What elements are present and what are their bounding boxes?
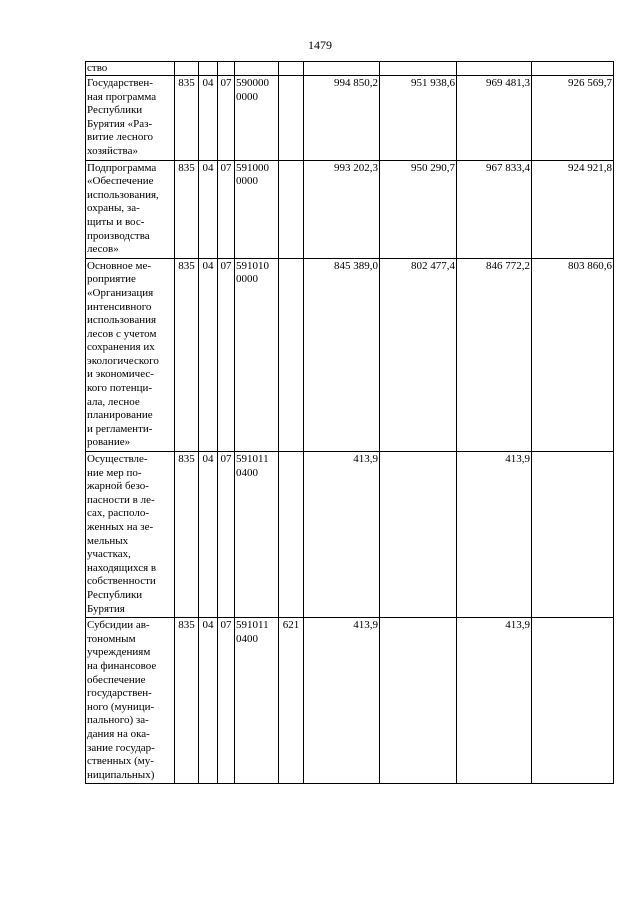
table-row — [86, 76, 614, 161]
subsection-code: 07 — [218, 618, 235, 784]
ministry-code: 835 — [175, 258, 199, 451]
amount-col-4 — [532, 618, 614, 784]
amount-col-3: 413,9 — [457, 452, 532, 618]
ministry-code: 835 — [175, 618, 199, 784]
amount-col-3: 967 833,4 — [457, 160, 532, 258]
amount-col-2 — [380, 452, 457, 618]
target-article-code: 591011 0400 — [235, 452, 279, 618]
row-name: Основное ме- роприятие «Организация интенсивного использования лесов с учетом сохранения их экологического и экономичес- кого потенци- ала, лесное планирование и регламенти- рование» — [86, 258, 175, 451]
section-code: 04 — [199, 160, 218, 258]
amount-col-1: 413,9 — [304, 452, 380, 618]
amount-col-2: 951 938,6 — [380, 76, 457, 161]
row-name: Государствен- ная программа Республики Бурятия «Раз- витие лесного хозяйства» — [86, 76, 175, 161]
row-name: Подпрограмма «Обеспечение использования, охраны, за- щиты и вос- производства лесов» — [86, 160, 175, 258]
table-row — [86, 258, 614, 451]
table-row — [86, 618, 614, 784]
amount-col-4: 803 860,6 — [532, 258, 614, 451]
target-article-code: 590000 0000 — [235, 76, 279, 161]
row-name: ство — [86, 62, 175, 76]
amount-col-1: 845 389,0 — [304, 258, 380, 451]
subsection-code: 07 — [218, 452, 235, 618]
amount-col-1: 993 202,3 — [304, 160, 380, 258]
amount-col-4: 924 921,8 — [532, 160, 614, 258]
continuation-row — [86, 62, 614, 76]
amount-col-1: 994 850,2 — [304, 76, 380, 161]
section-code: 04 — [199, 452, 218, 618]
expense-type-code — [279, 160, 304, 258]
amount-col-3: 413,9 — [457, 618, 532, 784]
budget-table — [85, 61, 614, 784]
subsection-code: 07 — [218, 258, 235, 451]
target-article-code: 591011 0400 — [235, 618, 279, 784]
amount-col-2: 802 477,4 — [380, 258, 457, 451]
amount-col-4: 926 569,7 — [532, 76, 614, 161]
amount-col-2: 950 290,7 — [380, 160, 457, 258]
row-name: Осуществле- ние мер по- жарной безо- пасности в ле- сах, располо- женных на зе- мельных участках, находящихся в собственности Республики Бурятия — [86, 452, 175, 618]
amount-col-4 — [532, 452, 614, 618]
expense-type-code — [279, 76, 304, 161]
ministry-code: 835 — [175, 452, 199, 618]
amount-col-2 — [380, 618, 457, 784]
ministry-code: 835 — [175, 160, 199, 258]
row-name: Субсидии ав- тономным учреждениям на финансовое обеспечение государствен- ного (муници- пального) за- дания на ока- зание государ- ственных (му- ниципальных) — [86, 618, 175, 784]
amount-col-3: 846 772,2 — [457, 258, 532, 451]
table-row — [86, 452, 614, 618]
target-article-code: 591000 0000 — [235, 160, 279, 258]
section-code: 04 — [199, 618, 218, 784]
section-code: 04 — [199, 76, 218, 161]
expense-type-code — [279, 452, 304, 618]
amount-col-1: 413,9 — [304, 618, 380, 784]
table-row — [86, 160, 614, 258]
subsection-code: 07 — [218, 76, 235, 161]
section-code: 04 — [199, 258, 218, 451]
amount-col-3: 969 481,3 — [457, 76, 532, 161]
expense-type-code — [279, 258, 304, 451]
target-article-code: 591010 0000 — [235, 258, 279, 451]
expense-type-code: 621 — [279, 618, 304, 784]
subsection-code: 07 — [218, 160, 235, 258]
ministry-code: 835 — [175, 76, 199, 161]
page-number: 1479 — [308, 38, 332, 52]
